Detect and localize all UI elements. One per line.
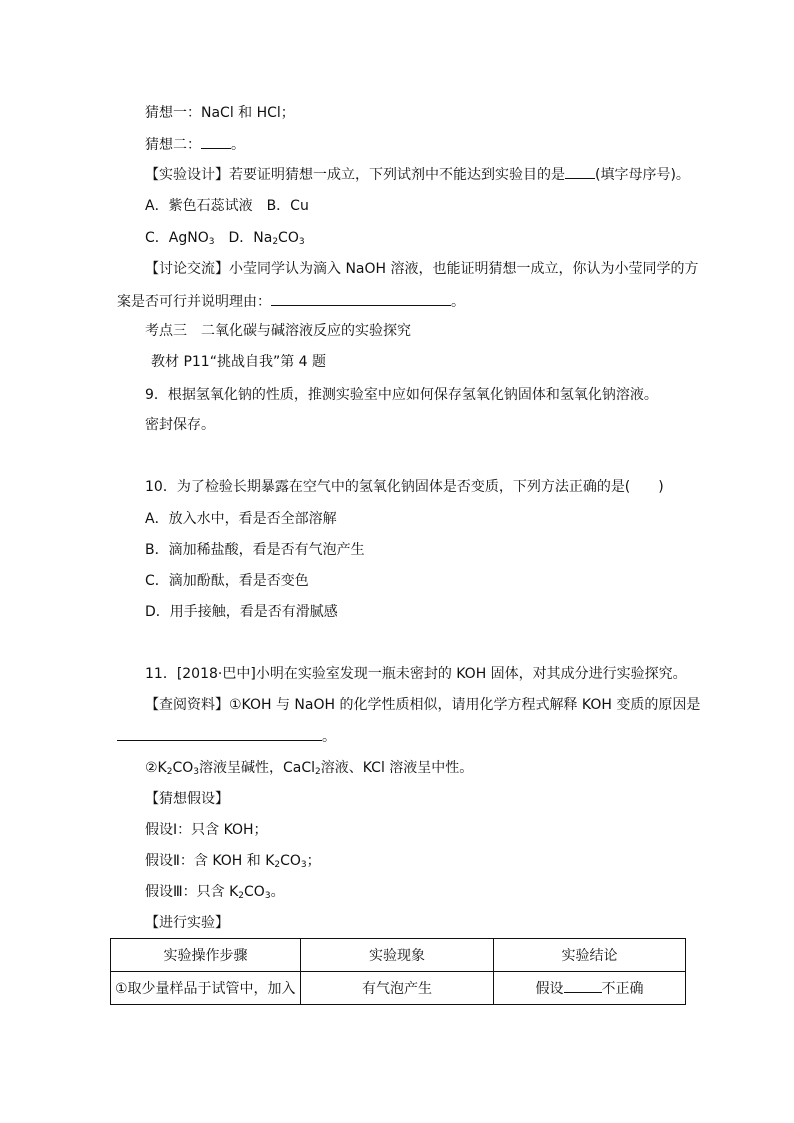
section-heading: 考点三 二氧化碳与碱溶液反应的实验探究 (145, 323, 411, 339)
question-10-option-a: A．放入水中，看是否全部溶解 (145, 511, 337, 527)
table-header-row (111, 939, 686, 972)
discussion-blank[interactable] (271, 291, 451, 306)
sub: 2 (274, 860, 281, 870)
sub: 2 (315, 767, 321, 777)
hypothesis-3-part: 假设Ⅲ：只含 K (145, 884, 239, 900)
hypothesis-3-part: CO (244, 884, 265, 900)
sub: 3 (193, 767, 199, 777)
k2co3-part: 溶液呈碱性，CaCl (199, 760, 316, 776)
sub: 3 (264, 891, 271, 901)
hypothesis-heading: 【猜想假设】 (145, 791, 229, 807)
question-9-answer: 密封保存。 (145, 417, 215, 433)
header-step: 实验操作步骤 (111, 939, 301, 972)
option-d: D．Na (214, 230, 273, 246)
question-10-option-c: C．滴加酚酞，看是否变色 (145, 573, 309, 589)
k2co3-part: CO (172, 760, 194, 776)
hypothesis-1: 假设Ⅰ：只含 KOH； (145, 822, 268, 838)
conclusion-suffix: 不正确 (601, 981, 644, 997)
hypothesis-3-part: 。 (270, 884, 285, 900)
discussion-end: 。 (451, 294, 465, 310)
sub: 3 (300, 860, 307, 870)
guess-two-label: 猜想二： (145, 137, 201, 153)
lookup-blank-end: 。 (322, 729, 336, 745)
hypothesis-2-part: CO (280, 853, 301, 869)
question-11: 11．[2018·巴中]小明在实验室发现一瓶未密封的 KOH 固体，对其成分进行实验探究。 (145, 666, 687, 682)
cell-phenomenon: 有气泡产生 (301, 972, 494, 1005)
experiment-design (145, 164, 690, 185)
table-row (111, 972, 686, 1005)
lookup-info: 【查阅资料】①KOH 与 NaOH 的化学性质相似，请用化学方程式解释 KOH 变质的原因是 (145, 697, 701, 713)
conclusion-blank[interactable] (564, 978, 602, 993)
option-c: C．AgNO (145, 230, 209, 246)
hypothesis-3 (145, 882, 285, 906)
question-10-option-d: D．用手接触，看是否有滑腻感 (145, 604, 338, 620)
question-9: 9．根据氢氧化钠的性质，推测实验室中应如何保存氢氧化钠固体和氢氧化钠溶液。 (145, 387, 658, 403)
k2co3-part: 溶液、KCl 溶液呈中性。 (320, 760, 474, 776)
experiment-design-text: 【实验设计】若要证明猜想一成立，下列试剂中不能达到实验目的是 (145, 167, 565, 183)
question-10-option-b: B．滴加稀盐酸，看是否有气泡产生 (145, 542, 365, 558)
sub: 2 (238, 891, 245, 901)
discussion-prompt: 案是否可行并说明理由： (117, 294, 271, 310)
header-conclusion: 实验结论 (494, 939, 686, 972)
lookup-blank-line (117, 726, 336, 747)
k2co3-part: ②K (145, 760, 167, 776)
guess-two-end: 。 (231, 137, 245, 153)
guess-two (145, 134, 245, 155)
option-d-mid: CO (278, 230, 299, 246)
conclusion-prefix: 假设 (535, 981, 564, 997)
hypothesis-2-part: 假设Ⅱ：含 KOH 和 K (145, 853, 275, 869)
experiment-design-blank[interactable] (565, 164, 595, 179)
hypothesis-2 (145, 851, 321, 875)
header-phenomenon: 实验现象 (301, 939, 494, 972)
experiment-design-end: (填字母序号)。 (595, 167, 690, 183)
lookup-blank[interactable] (117, 726, 322, 741)
experiment-table (110, 938, 686, 1005)
textbook-ref: 教材 P11“挑战自我”第 4 题 (151, 354, 327, 370)
option-c-d (145, 228, 305, 252)
question-10: 10．为了检验长期暴露在空气中的氢氧化钠固体是否变质，下列方法正确的是( ) (145, 479, 664, 495)
option-a-b: A．紫色石蕊试液 B．Cu (145, 198, 309, 214)
hypothesis-2-part: ； (306, 853, 321, 869)
experiment-heading: 【进行实验】 (145, 915, 229, 931)
cell-conclusion (494, 972, 686, 1005)
cell-step: ①取少量样品于试管中，加入 (111, 972, 301, 1005)
guess-two-blank[interactable] (201, 134, 231, 149)
sub: 3 (298, 237, 305, 247)
sub: 2 (166, 767, 173, 777)
discussion-line-2 (117, 291, 465, 312)
guess-one: 猜想一：NaCl 和 HCl； (145, 105, 295, 121)
sub: 2 (272, 237, 279, 247)
k2co3-note (145, 758, 473, 782)
discussion-line-1: 【讨论交流】小莹同学认为滴入 NaOH 溶液，也能证明猜想一成立，你认为小莹同学的方 (145, 261, 699, 277)
sub: 3 (208, 237, 215, 247)
